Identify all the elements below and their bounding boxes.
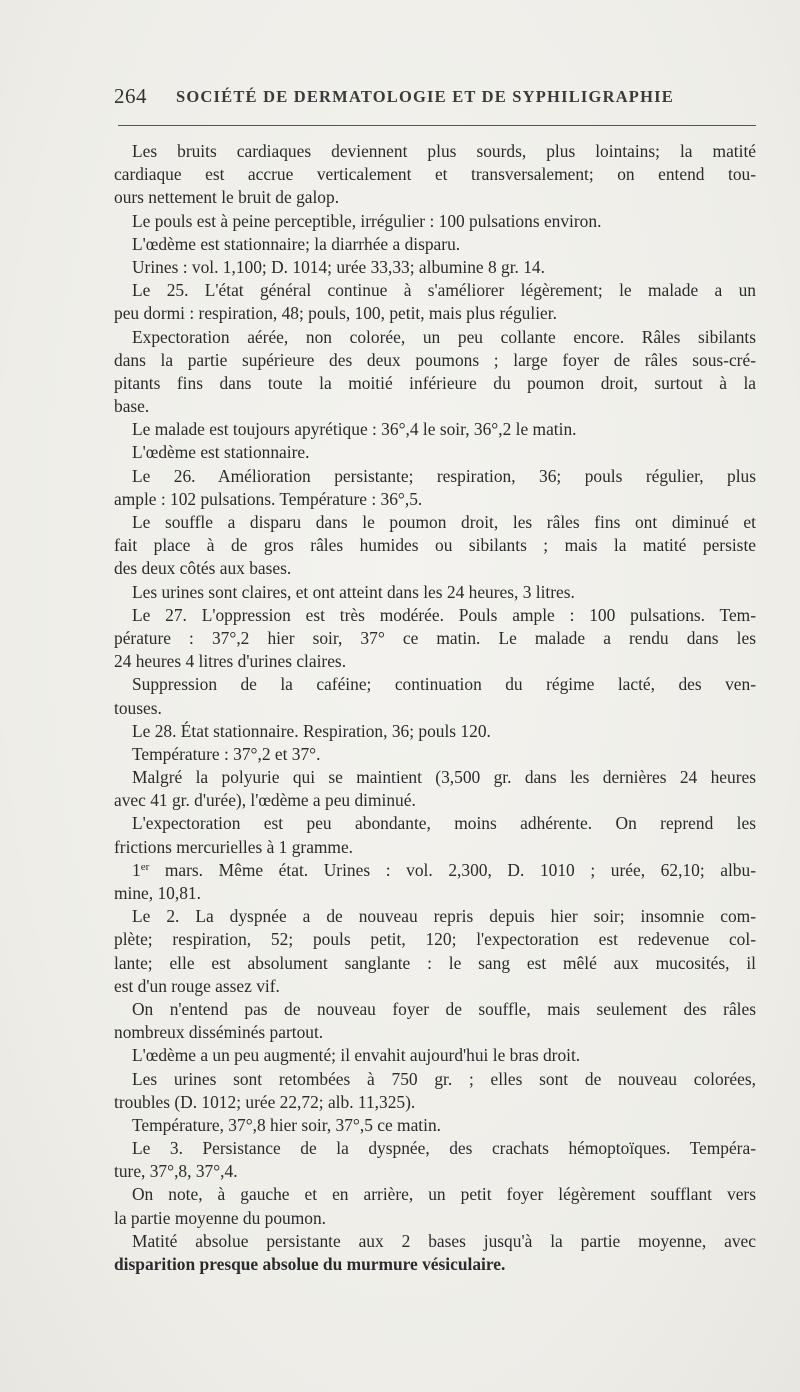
text-line: nombreux disséminés partout. (114, 1022, 324, 1043)
text-line: Température, 37°,8 hier soir, 37°,5 ce matin. (132, 1114, 441, 1135)
running-head: SOCIÉTÉ DE DERMATOLOGIE ET DE SYPHILIGRAPHIE (176, 87, 674, 106)
page-header (114, 84, 756, 114)
text-line: frictions mercurielles à 1 gramme. (114, 836, 354, 857)
text-line: Le souffle a disparu dans le poumon droit, les râles fins ont diminué et (132, 512, 756, 532)
text-line: disparition presque absolue du murmure vésiculaire. (114, 1254, 506, 1274)
text-line: mine, 10,81. (114, 883, 201, 903)
text-line: fait place à de gros râles humides ou sibilants ; mais la matité persiste (114, 535, 756, 556)
page-number: 264 (114, 84, 147, 108)
text-line: L'œdème a un peu augmenté; il envahit aujourd'hui le bras droit. (132, 1045, 581, 1066)
text-line: pitants fins dans toute la moitié inférieure du poumon droit, surtout à la (114, 372, 756, 393)
text-line: Suppression de la caféine; continuation du régime lacté, des ven- (132, 674, 756, 695)
text-line: L'expectoration est peu abondante, moins adhérente. On reprend les (132, 813, 756, 834)
text-line: Le 3. Persistance de la dyspnée, des crachats hémoptoïques. Tempéra- (132, 1138, 756, 1159)
text-line: la partie moyenne du poumon. (114, 1207, 327, 1228)
text-line: Les urines sont claires, et ont atteint dans les 24 heures, 3 litres. (132, 581, 575, 602)
text-line: Le 27. L'oppression est très modérée. Pouls ample : 100 pulsations. Tem- (132, 604, 756, 625)
text-line: cardiaque est accrue verticalement et transversalement; on entend tou- (114, 164, 756, 185)
text-line: ours nettement le bruit de galop. (114, 187, 340, 208)
text-line: Température : 37°,2 et 37°. (132, 743, 321, 764)
text-line: Le 28. État stationnaire. Respiration, 36; pouls 120. (132, 720, 491, 741)
text-line: ture, 37°,8, 37°,4. (114, 1161, 238, 1182)
text-line: Les urines sont retombées à 750 gr. ; elles sont de nouveau colorées, (132, 1068, 756, 1089)
text-line: avec 41 gr. d'urée), l'œdème a peu diminué. (114, 790, 416, 811)
text-line: des deux côtés aux bases. (114, 558, 292, 579)
text-line: pérature : 37°,2 hier soir, 37° ce matin. Le malade a rendu dans les (114, 627, 756, 648)
text-line: peu dormi : respiration, 48; pouls, 100, petit, mais plus régulier. (114, 303, 557, 324)
text-line: Malgré la polyurie qui se maintient (3,500 gr. dans les dernières 24 heures (132, 767, 756, 788)
header-rule (118, 125, 756, 126)
text-line: touses. (114, 697, 162, 718)
text-line: L'œdème est stationnaire; la diarrhée a disparu. (132, 233, 461, 254)
text-line: Le 2. La dyspnée a de nouveau repris depuis hier soir; insomnie com- (132, 906, 756, 927)
text-line: Expectoration aérée, non colorée, un peu collante encore. Râles sibilants (132, 326, 756, 347)
text-line: Le 26. Amélioration persistante; respiration, 36; pouls régulier, plus (132, 465, 756, 486)
text-line: L'œdème est stationnaire. (132, 442, 310, 463)
text-line: Le 25. L'état général continue à s'améliorer légèrement; le malade a un (132, 280, 756, 301)
text-line: On note, à gauche et en arrière, un petit foyer légèrement soufflant vers (132, 1184, 756, 1205)
text-line: Urines : vol. 1,100; D. 1014; urée 33,33; albumine 8 gr. 14. (132, 256, 545, 277)
text-line: On n'entend pas de nouveau foyer de souffle, mais seulement des râles (132, 998, 756, 1019)
text-line: base. (114, 396, 150, 417)
text-line: Matité absolue persistante aux 2 bases jusqu'à la partie moyenne, avec (132, 1230, 756, 1251)
text-line: plète; respiration, 52; pouls petit, 120; l'expectoration est redevenue col- (114, 929, 756, 950)
text-line: troubles (D. 1012; urée 22,72; alb. 11,325). (114, 1091, 416, 1112)
text-line: 1er mars. Même état. Urines : vol. 2,300, D. 1010 ; urée, 62,10; albu- (132, 859, 756, 880)
text-line: 24 heures 4 litres d'urines claires. (114, 651, 347, 672)
text-line: Les bruits cardiaques deviennent plus sourds, plus lointains; la matité (132, 141, 756, 161)
text-line: lante; elle est absolument sanglante : le sang est mêlé aux mucosités, il (114, 952, 756, 973)
text-line: Le malade est toujours apyrétique : 36°,4 le soir, 36°,2 le matin. (132, 419, 577, 440)
text-line: dans la partie supérieure des deux poumons ; large foyer de râles sous-cré- (114, 349, 756, 370)
text-line: Le pouls est à peine perceptible, irrégulier : 100 pulsations environ. (132, 210, 602, 231)
body-text (114, 140, 756, 1276)
text-line: est d'un rouge assez vif. (114, 975, 280, 996)
text-line: ample : 102 pulsations. Température : 36°,5. (114, 488, 423, 509)
